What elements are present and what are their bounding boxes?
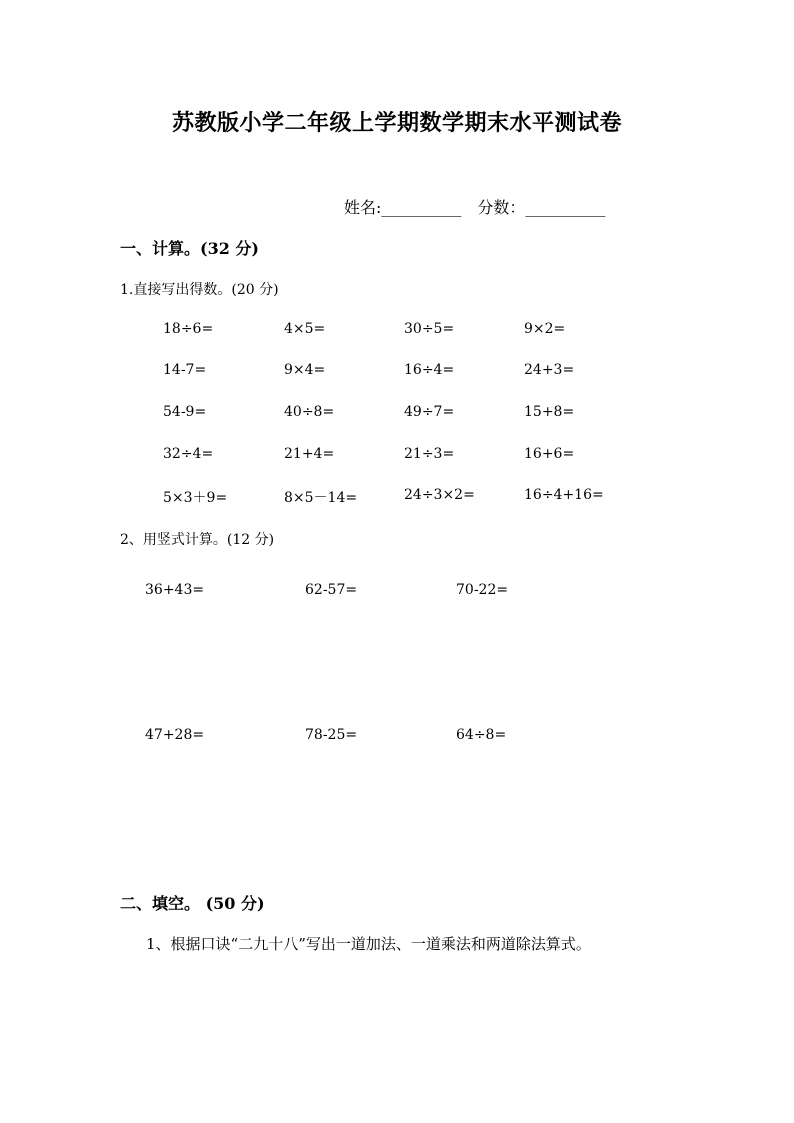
student-info xyxy=(344,195,605,218)
q1-cell: 18÷6= xyxy=(163,321,214,337)
q1-cell: 32÷4= xyxy=(163,446,214,462)
q1-cell: 40÷8= xyxy=(284,404,335,420)
q1-cell: 24+3= xyxy=(524,362,575,378)
q1-cell: 4×5= xyxy=(284,321,326,337)
q1-cell: 9×2= xyxy=(524,321,566,337)
q1-cell: 5×3＋9= xyxy=(163,490,228,506)
q1-cell: 16÷4= xyxy=(404,362,455,378)
q2-cell: 70-22= xyxy=(456,582,509,598)
q1-cell: 14-7= xyxy=(163,362,207,378)
q1-cell: 9×4= xyxy=(284,362,326,378)
q2-cell: 64÷8= xyxy=(456,727,507,743)
q1-cell: 30÷5= xyxy=(404,321,455,337)
q1-label: 1.直接写出得数。(20 分) xyxy=(120,282,279,298)
q1-cell: 16+6= xyxy=(524,446,575,462)
q1-cell: 8×5－14= xyxy=(284,490,358,506)
q1-cell: 24÷3×2= xyxy=(404,487,475,503)
q2-cell: 62-57= xyxy=(305,582,358,598)
section2-q1: 1、根据口诀“二九十八”写出一道加法、一道乘法和两道除法算式。 xyxy=(146,935,591,953)
q1-cell: 15+8= xyxy=(524,404,575,420)
name-blank: __________ xyxy=(381,198,462,217)
page-title: 苏教版小学二年级上学期数学期末水平测试卷 xyxy=(171,110,622,136)
q2-cell: 36+43= xyxy=(145,582,205,598)
q1-cell: 16÷4+16= xyxy=(524,487,604,503)
score-label: 分数： xyxy=(477,198,526,217)
score-blank: __________ xyxy=(525,198,606,217)
q1-cell: 54-9= xyxy=(163,404,207,420)
q1-cell: 21÷3= xyxy=(404,446,455,462)
q2-cell: 78-25= xyxy=(305,727,358,743)
section2-heading: 二、填空。 (50 分) xyxy=(120,894,265,913)
section1-heading: 一、计算。(32 分) xyxy=(120,239,259,258)
q2-cell: 47+28= xyxy=(145,727,205,743)
name-label: 姓名: xyxy=(344,198,382,217)
q2-label: 2、用竖式计算。(12 分) xyxy=(120,532,275,548)
q1-cell: 21+4= xyxy=(284,446,335,462)
q1-cell: 49÷7= xyxy=(404,404,455,420)
